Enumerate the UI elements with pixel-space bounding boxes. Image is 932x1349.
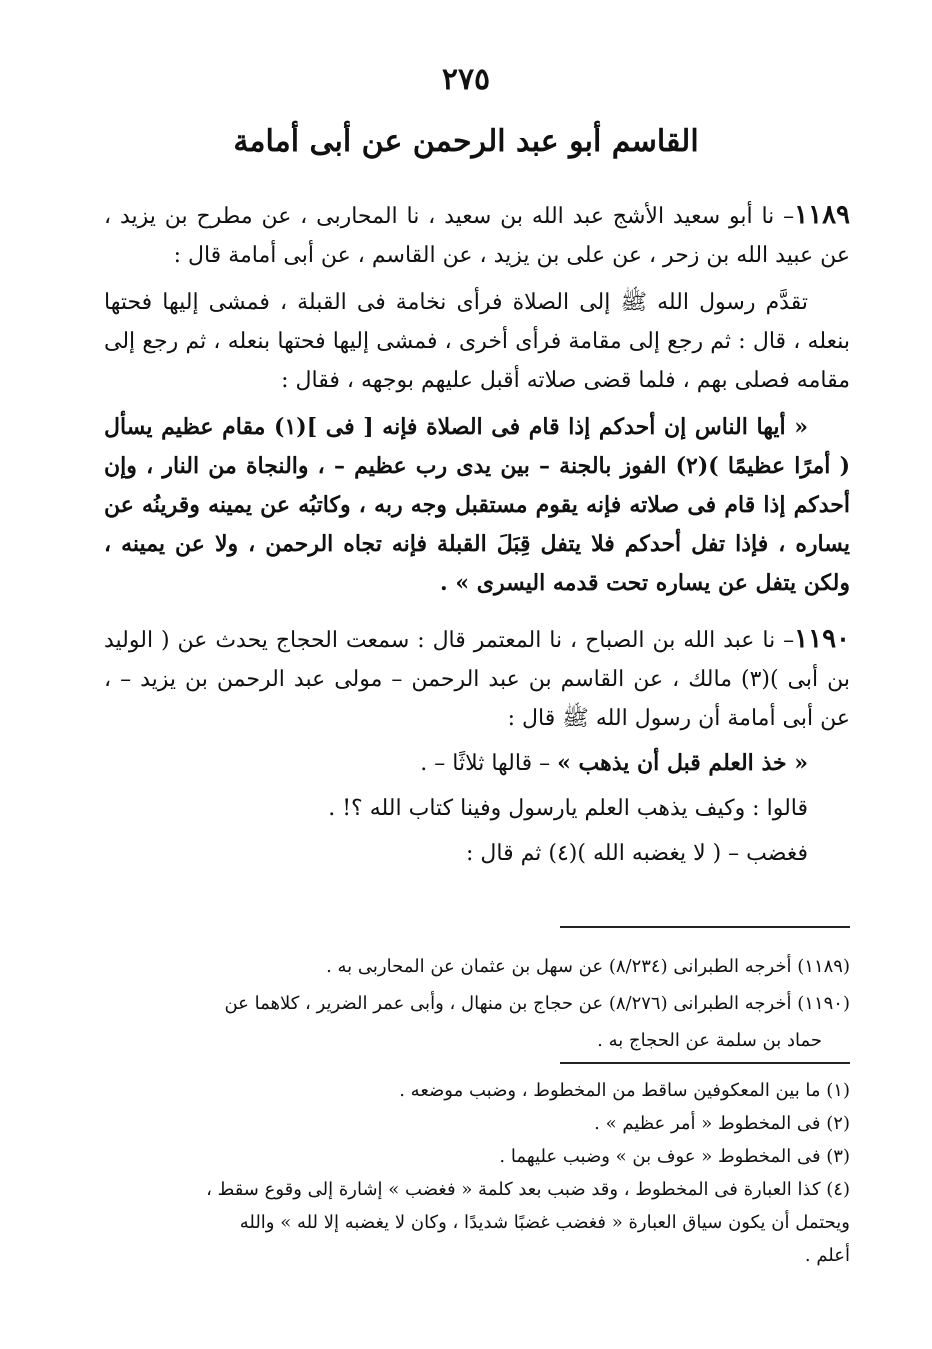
footnotes [104,1074,850,1272]
hadith-1189 [104,196,850,603]
isnad-text: – نا عبد الله بن الصباح ، نا المعتمر قال : سمعت الحجاج يحدث عن ( الوليد بن أبى )(٣) مالك ، عن القاسم بن عبد الرحمن – مولى عبد الرحمن بن يزيد – ، عن أبى أمامة أن رسول الله ﷺ قال : [104,628,850,731]
hadith-1189-narrative: تقدَّم رسول الله ﷺ إلى الصلاة فرأى نخامة فى القبلة ، فمشى إليها فحتها بنعله ، قال : ثم رجع إلى مقامة فرأى أخرى ، فمشى إليها فحتها بنعله ، ثم رجع إلى مقامه فصلى بهم ، فلما قضى صلاته أقبل عليهم بوجهه ، فقال : [104,290,850,393]
hadith-1190-matn [104,744,850,783]
hadith-number: ١١٨٩ [794,200,850,230]
takhrij-1190-cont: حماد بن سلمة عن الحجاج به . [597,1030,822,1051]
footnote-2: (٢) فى المخطوط « أمر عظيم » . [594,1113,850,1134]
hadith-number: ١١٩٠ [794,624,850,654]
footnote-4: (٤) كذا العبارة فى المخطوط ، وقد ضبب بعد كلمة « فغضب » إشارة إلى وقوع سقط ، [206,1179,850,1200]
footnote-4-cont-2: أعلم . [804,1245,850,1266]
hadith-1190-question: قالوا : وكيف يذهب العلم يارسول وفينا كتاب الله ؟! . [328,796,808,821]
hadith-1190-response: فغضب – ( لا يغضبه الله )(٤) ثم قال : [466,841,808,866]
takhrij-1189: (١١٨٩) أخرجه الطبرانى (٨/٢٣٤) عن سهل بن عثمان عن المحاربى به . [326,956,850,977]
hadith-1190-isnad [104,620,850,738]
matn-remark: – قالها ثلاثًا – . [420,751,558,776]
page-number: ٢٧٥ [441,62,491,97]
isnad-text: – نا أبو سعيد الأشج عبد الله بن سعيد ، نا المحاربى ، عن مطرح بن يزيد ، عن عبيد الله بن زحر ، عن على بن يزيد ، عن القاسم ، عن أبى أمامة قال : [104,204,850,268]
hadith-1189-isnad [104,196,850,275]
matn-quote: « خذ العلم قبل أن يذهب » [557,750,808,776]
footnote-3: (٣) فى المخطوط « عوف بن » وضبب عليهما . [499,1146,850,1167]
footnote-1: (١) ما بين المعكوفين ساقط من المخطوط ، وضبب موضعه . [399,1080,850,1101]
hadith-1190 [104,620,850,873]
takhrij-notes [104,948,850,1059]
footnote-4-cont: ويحتمل أن يكون سياق العبارة « فغضب غضبًا شديدًا ، وكان لا يغضبه إلا لله » والله [239,1212,850,1233]
chapter-title: القاسم أبو عبد الرحمن عن أبى أمامة [233,124,699,159]
takhrij-1190: (١١٩٠) أخرجه الطبرانى (٨/٢٧٦) عن حجاج بن منهال ، وأبى عمر الضرير ، كلاهما عن [224,993,850,1014]
footnote-separator-1 [560,926,850,928]
hadith-1189-matn: « أيها الناس إن أحدكم إذا قام فى الصلاة فإنه [ فى ](١) مقام عظيم يسأل ( أمرًا عظيمًا )(٢) الفوز بالجنة – بين يدى رب عظيم – ، والنجاة من النار ، وإن أحدكم إذا قام فى صلاته فإنه يقوم مستقبل وجه ربه ، وكاتبُه عن يمينه وقرينُه عن يساره ، فإذا تفل أحدكم فلا يتفل قِبَلَ القبلة فإنه تجاه الرحمن ، ولا عن يمينه ، ولكن يتفل عن يساره تحت قدمه اليسرى » . [104,414,851,596]
footnote-separator-2 [560,1062,850,1064]
